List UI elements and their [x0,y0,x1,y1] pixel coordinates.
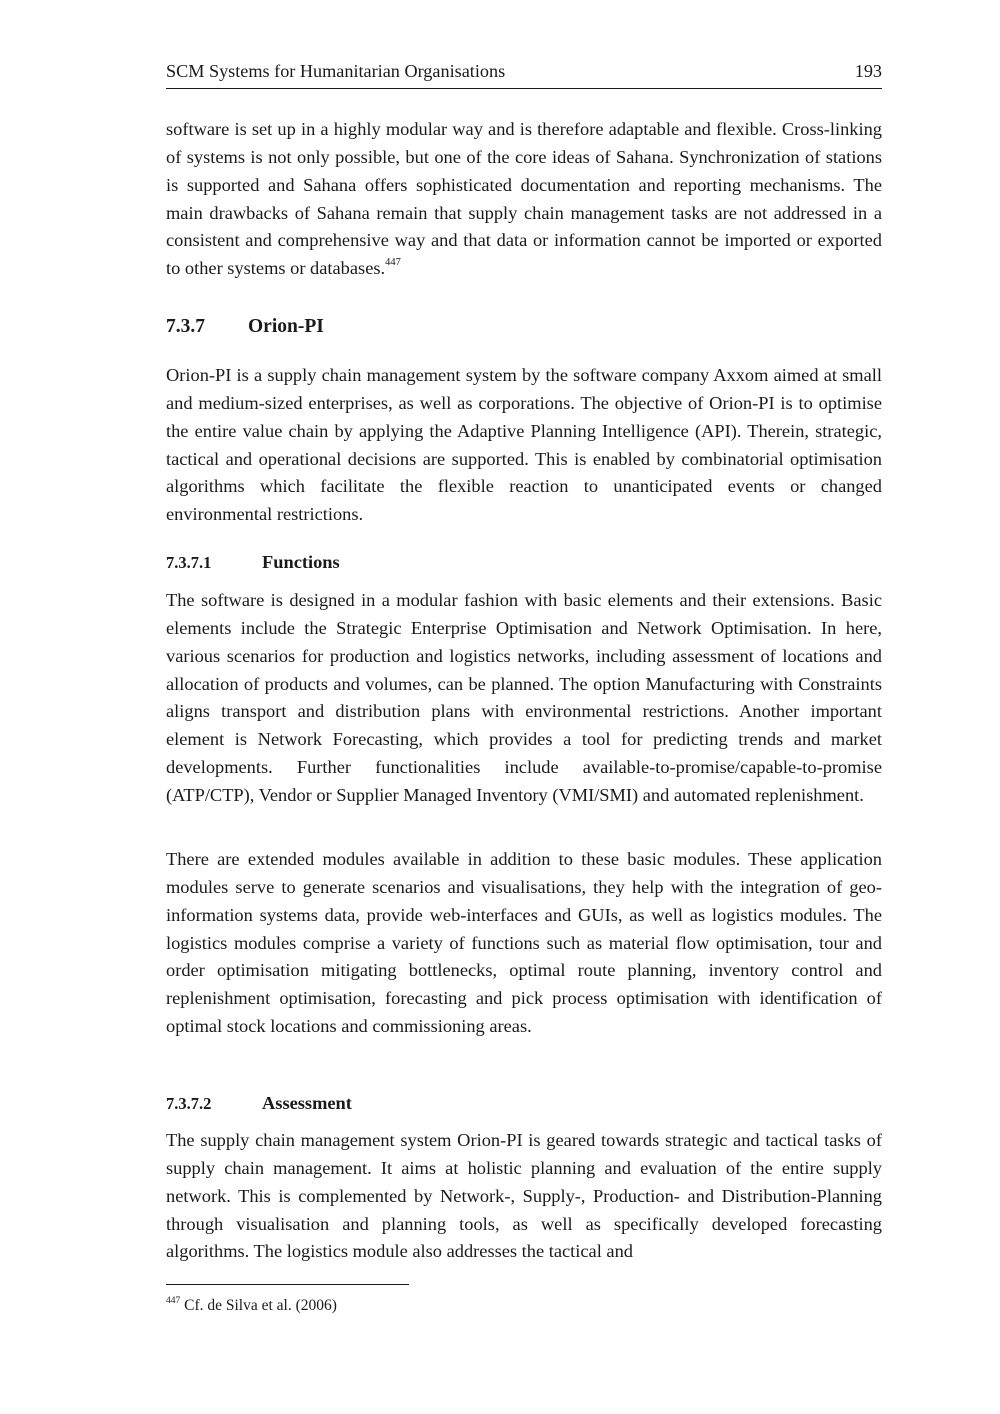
section-heading [166,316,324,338]
paragraph-text: Orion-PI is a supply chain management system by the software company Axxom aimed at small and medium-sized enterprises, as well as corporations. The objective of Orion-PI is to optimise the entire value chain by applying the Adaptive Planning Intelligence (API). Therein, strategic, tactical and operational decisions are supported. This is enabled by combinatorial optimisation algorithms which facilitate the flexible reaction to unanticipated events or changed environmental restrictions. [166,365,882,525]
footnote-number: 447 [166,1296,181,1306]
footnote-text: Cf. de Silva et al. (2006) [184,1297,337,1314]
subsection-title: Functions [262,552,340,572]
paragraph-text: There are extended modules available in addition to these basic modules. These application modules serve to generate scenarios and visualisations, they help with the integration of geo-information systems data, provide web-interfaces and GUIs, as well as logistics modules. The logistics modules comprise a variety of functions such as material flow optimisation, tour and order optimisation mitigating bottlenecks, optimal route planning, inventory control and replenishment optimisation, forecasting and pick process optimisation with identification of optimal stock locations and commissioning areas. [166,849,882,1037]
running-title: SCM Systems for Humanitarian Organisations [166,61,506,81]
paragraph-functions-basic [166,587,882,810]
paragraph-assessment [166,1127,882,1266]
page-number: 193 [854,61,882,81]
subsection-heading-functions [166,552,340,573]
subsection-heading-assessment [166,1093,352,1114]
section-number: 7.3.7 [166,316,205,337]
paragraph-text: The supply chain management system Orion-PI is geared towards strategic and tactical tasks of supply chain management. It aims at holistic planning and evaluation of the entire supply network. This is complemented by Network-, Supply-, Production- and Distribution-Planning through visualisation and planning tools, as well as specifically developed forecasting algorithms. The logistics module also addresses the tactical and [166,1130,882,1262]
footnote-ref[interactable]: 447 [385,257,401,269]
subsection-number: 7.3.7.1 [166,553,212,572]
paragraph-sahana-continued [166,116,882,283]
subsection-number: 7.3.7.2 [166,1094,212,1113]
paragraph-functions-extended [166,846,882,1041]
footnote-separator [166,1284,409,1285]
paragraph-text: software is set up in a highly modular way and is therefore adaptable and flexible. Cross-linking of systems is not only possible, but one of the core ideas of Sahana. Synchronization of stations is supported and Sahana offers sophisticated documentation and reporting mechanisms. The main drawbacks of Sahana remain that supply chain management tasks are not addressed in a consistent and comprehensive way and that data or information cannot be imported or exported to other systems or databases. [166,119,882,279]
running-header [166,58,882,89]
section-title: Orion-PI [248,316,324,337]
paragraph-orion-intro [166,362,882,529]
paragraph-text: The software is designed in a modular fashion with basic elements and their extensions. Basic elements include the Strategic Enterprise Optimisation and Network Optimisation. In here, various scenarios for production and logistics networks, including assessment of locations and allocation of products and volumes, can be planned. The option Manufacturing with Constraints aligns transport and distribution plans with environmental restrictions. Another important element is Network Forecasting, which provides a tool for predicting trends and market developments. Further functionalities include available-to-promise/capable-to-promise (ATP/CTP), Vendor or Supplier Managed Inventory (VMI/SMI) and automated replenishment. [166,590,882,805]
footnote [166,1297,337,1315]
subsection-title: Assessment [262,1093,352,1113]
